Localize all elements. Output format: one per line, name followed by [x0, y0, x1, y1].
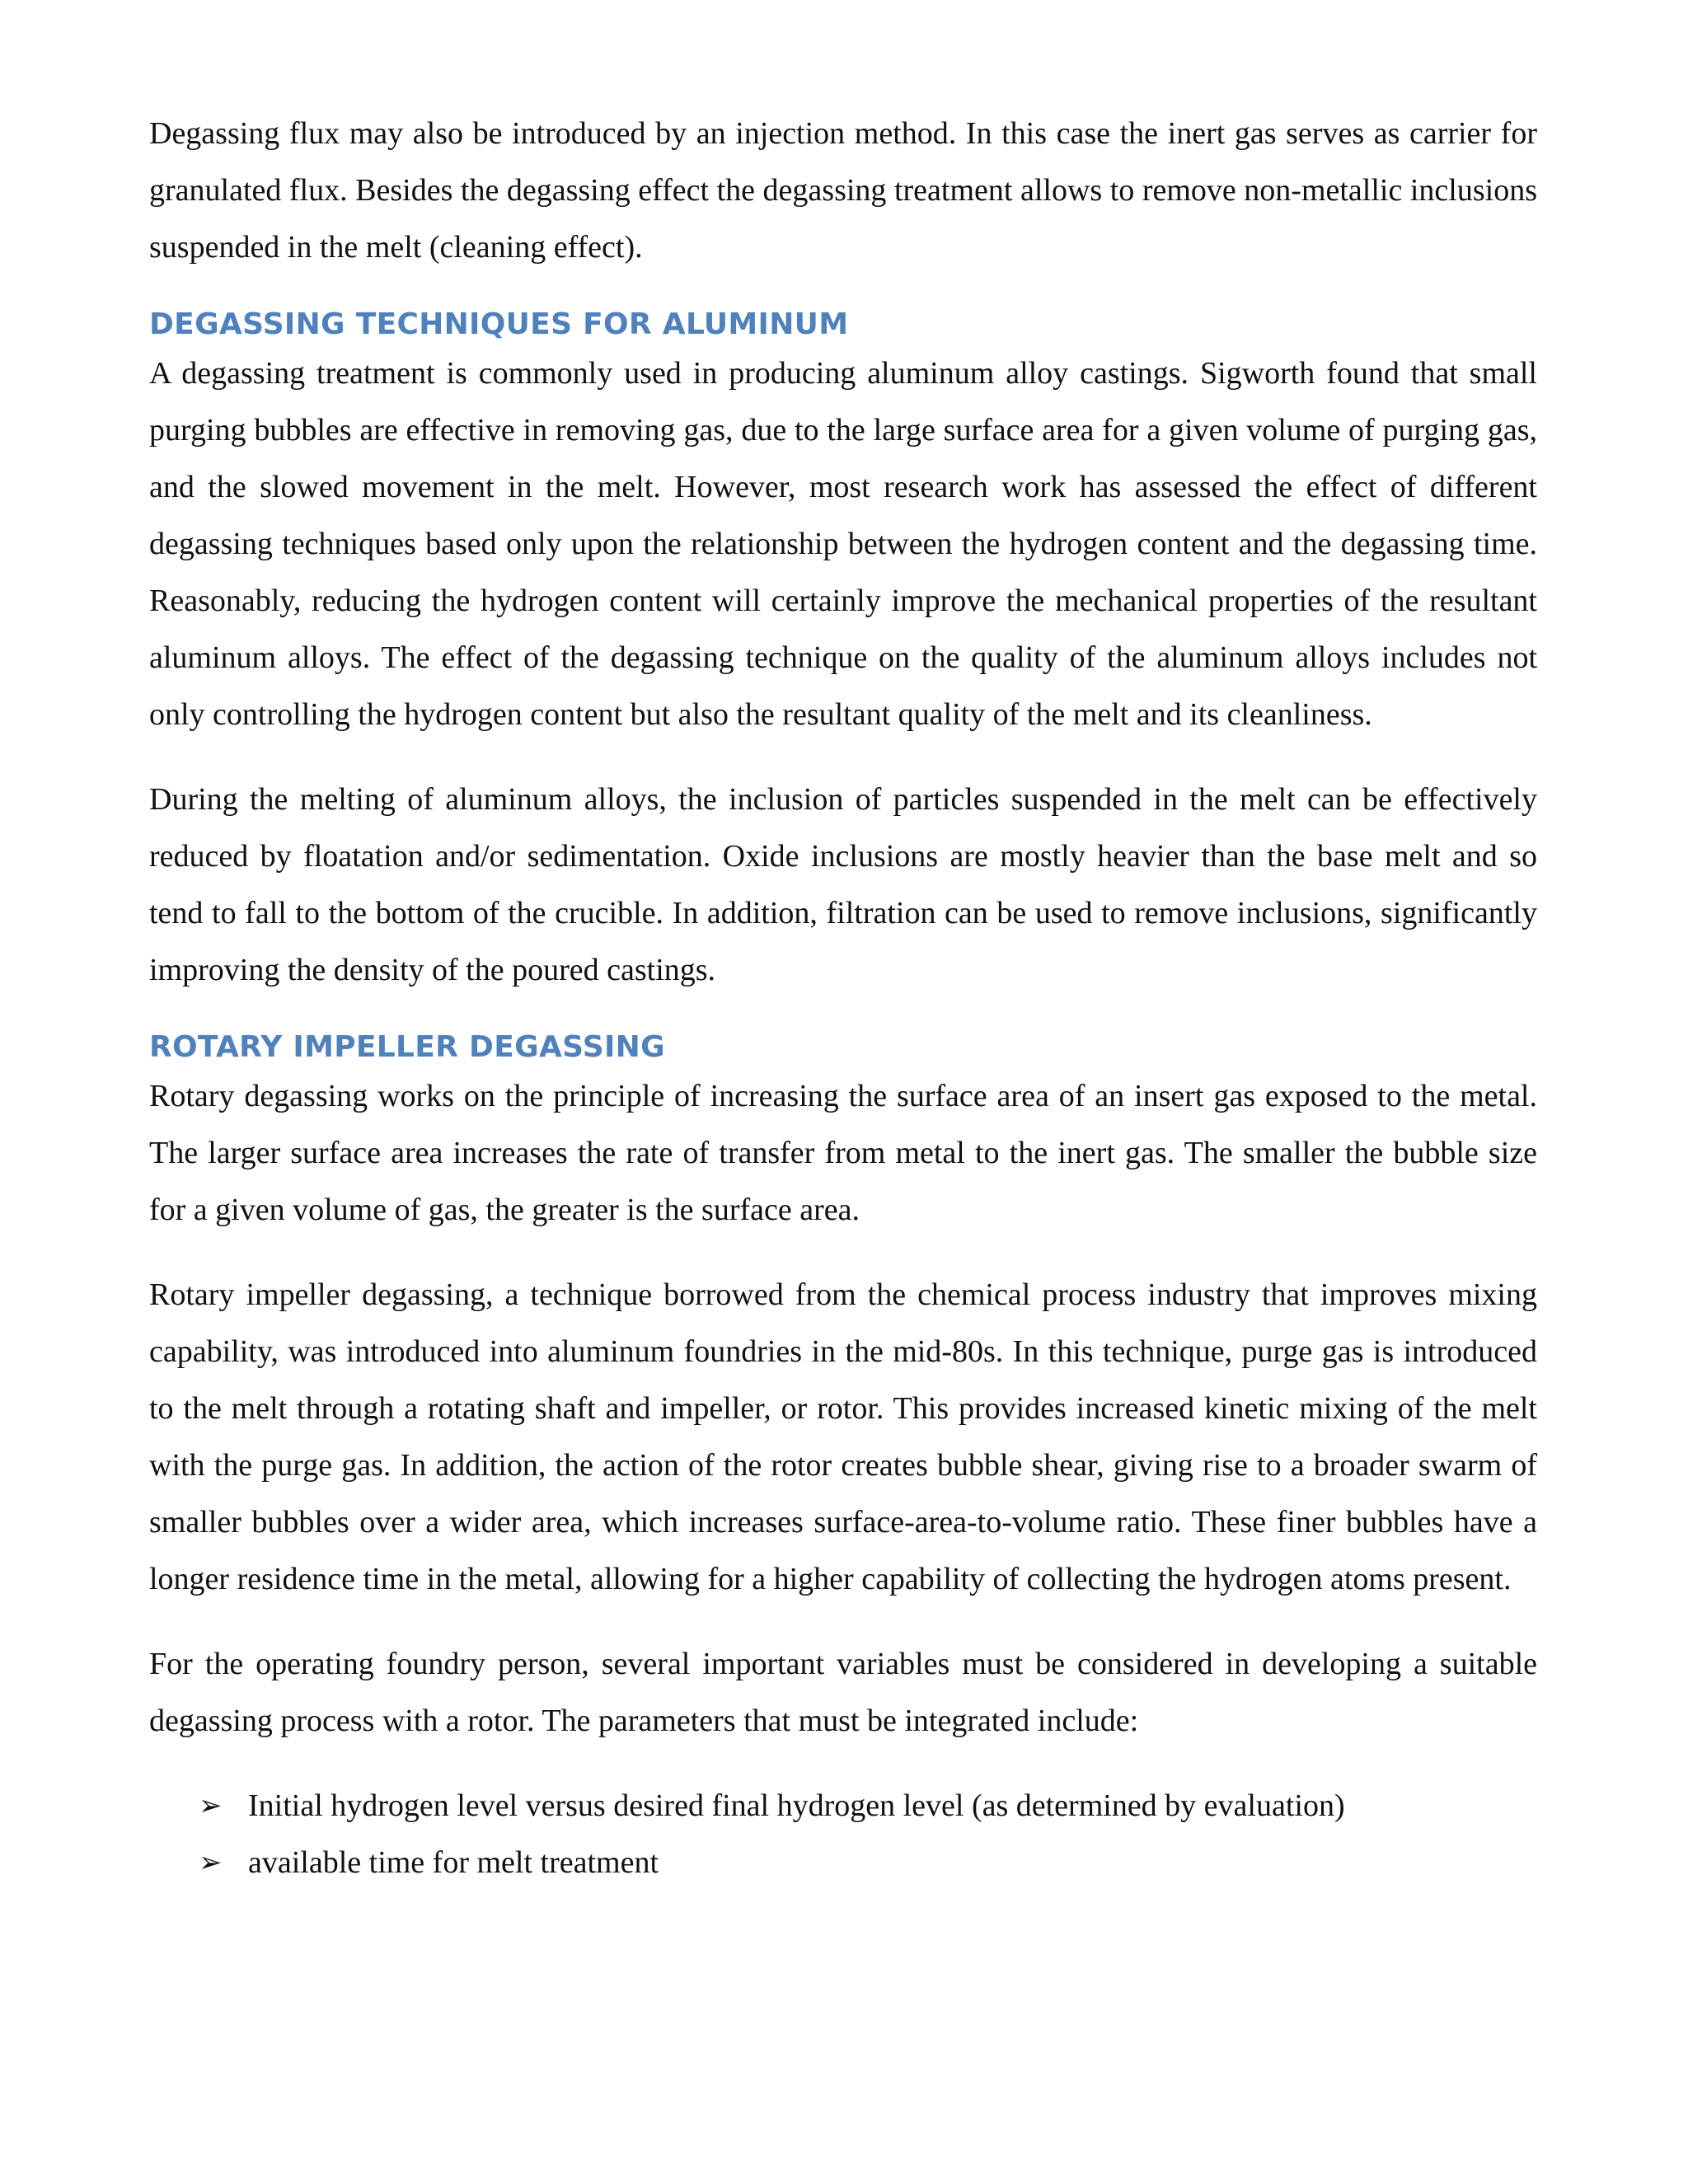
bullet-text: Initial hydrogen level versus desired final hydrogen level (as determined by evaluation)	[248, 1788, 1345, 1823]
section-heading-degassing-techniques: DEGASSING TECHNIQUES FOR ALUMINUM	[149, 307, 849, 341]
page-content	[149, 105, 1537, 1891]
section1-paragraph-2: During the melting of aluminum alloys, the inclusion of particles suspended in the melt can be effectively reduced by floatation and/or sedimentation. Oxide inclusions are mostly heavier than the base melt and so tend to fall to the bottom of the crucible. In addition, filtration can be used to remove inclusions, significantly improving the density of the poured castings.	[149, 782, 1537, 987]
section-heading-rotary-impeller: ROTARY IMPELLER DEGASSING	[149, 1030, 665, 1064]
bullet-text: available time for melt treatment	[248, 1845, 659, 1880]
bullet-item	[199, 1835, 1537, 1891]
section1-paragraph-1: A degassing treatment is commonly used in producing aluminum alloy castings. Sigworth found that small purging bubbles are effective in removing gas, due to the large surface area for a given volume of purging gas, and the slowed movement in the melt. However, most research work has assessed the effect of different degassing techniques based only upon the relationship between the hydrogen content and the degassing time. Reasonably, reducing the hydrogen content will certainly improve the mechanical properties of the resultant aluminum alloys. The effect of the degassing technique on the quality of the aluminum alloys includes not only controlling the hydrogen content but also the resultant quality of the melt and its cleanliness.	[149, 356, 1537, 732]
arrow-bullet-icon: ➢	[199, 1789, 223, 1822]
bullet-item	[199, 1778, 1537, 1835]
intro-paragraph: Degassing flux may also be introduced by an injection method. In this case the inert gas serves as carrier for granulated flux. Besides the degassing effect the degassing treatment allows to remove non-metallic inclusions suspended in the melt (cleaning effect).	[149, 116, 1537, 265]
arrow-bullet-icon: ➢	[199, 1846, 223, 1879]
section2-paragraph-1: Rotary degassing works on the principle of increasing the surface area of an insert gas exposed to the metal. The larger surface area increases the rate of transfer from metal to the inert gas. The smaller the bubble size for a given volume of gas, the greater is the surface area.	[149, 1079, 1537, 1227]
parameter-bullet-list	[149, 1778, 1537, 1891]
section2-paragraph-2: Rotary impeller degassing, a technique borrowed from the chemical process industry that improves mixing capability, was introduced into aluminum foundries in the mid-80s. In this technique, purge gas is introduced to the melt through a rotating shaft and impeller, or rotor. This provides increased kinetic mixing of the melt with the purge gas. In addition, the action of the rotor creates bubble shear, giving rise to a broader swarm of smaller bubbles over a wider area, which increases surface-area-to-volume ratio. These finer bubbles have a longer residence time in the metal, allowing for a higher capability of collecting the hydrogen atoms present.	[149, 1277, 1537, 1596]
section2-paragraph-3: For the operating foundry person, several important variables must be considered in developing a suitable degassing process with a rotor. The parameters that must be integrated include:	[149, 1647, 1537, 1738]
